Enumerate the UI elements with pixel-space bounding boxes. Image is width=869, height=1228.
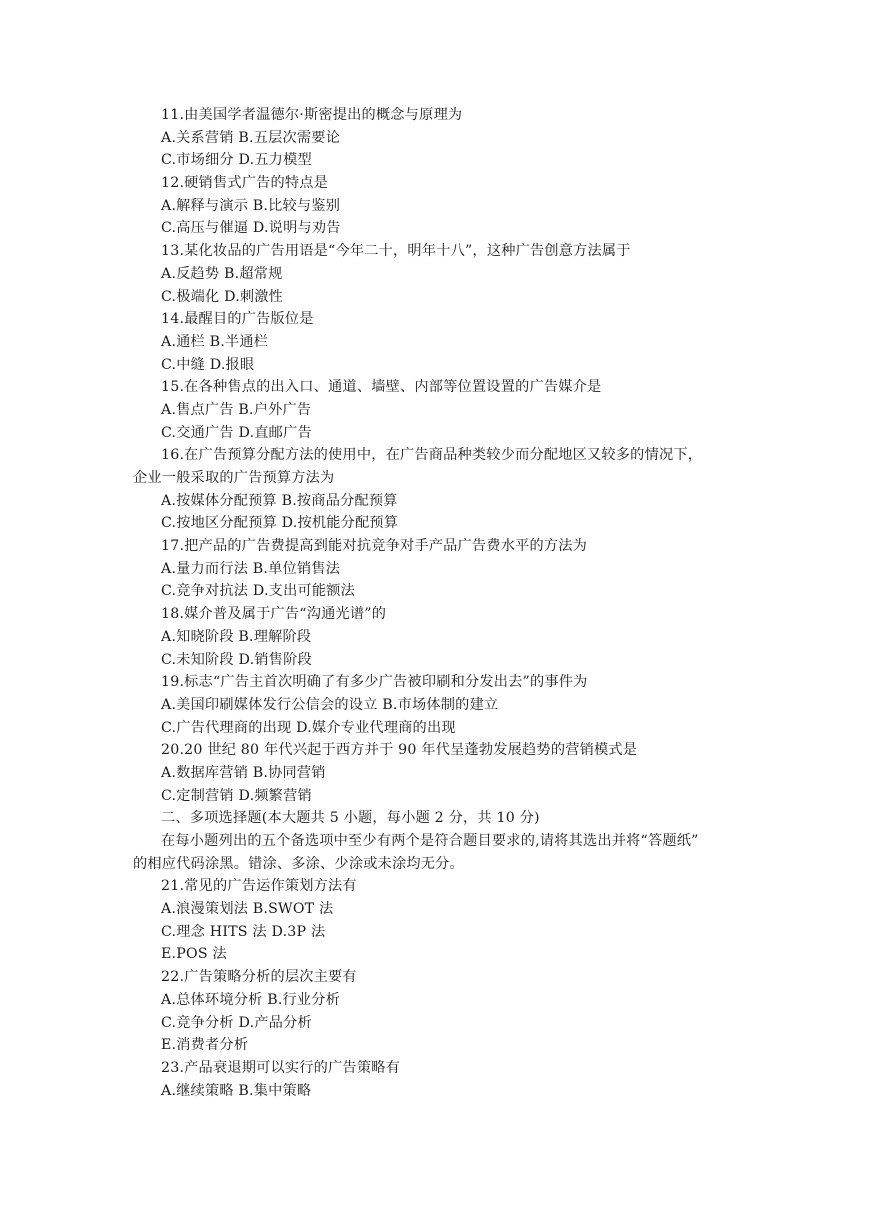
text-line: 二、多项选择题(本大题共 5 小题，每小题 2 分，共 10 分) xyxy=(161,810,540,827)
text-line: C.交通广告 D.直邮广告 xyxy=(161,424,312,441)
text-line: C.极端化 D.刺激性 xyxy=(161,288,284,305)
text-line: E.消费者分析 xyxy=(161,1037,249,1054)
text-line: 的相应代码涂黑。错涂、多涂、少涂或未涂均无分。 xyxy=(133,855,464,872)
text-line: 22.广告策略分析的层次主要有 xyxy=(161,969,357,986)
text-line: C.市场细分 D.五力模型 xyxy=(161,152,312,169)
text-line: A.总体环境分析 B.行业分析 xyxy=(161,991,341,1008)
text-line: A.关系营销 B.五层次需要论 xyxy=(161,129,341,146)
text-line: 23.产品衰退期可以实行的广告策略有 xyxy=(161,1059,400,1076)
text-line: C.定制营销 D.频繁营销 xyxy=(161,787,312,804)
text-line: C.竞争对抗法 D.支出可能额法 xyxy=(161,583,356,600)
text-line: 18.媒介普及属于广告“沟通光谱”的 xyxy=(161,606,387,623)
text-line: C.广告代理商的出现 D.媒介专业代理商的出现 xyxy=(161,719,456,736)
text-line: A.知晓阶段 B.理解阶段 xyxy=(161,628,312,645)
text-line: A.浪漫策划法 B.SWOT 法 xyxy=(161,901,334,918)
text-line: 20.20 世纪 80 年代兴起于西方并于 90 年代呈蓬勃发展趋势的营销模式是 xyxy=(161,742,638,759)
text-line: 19.标志“广告主首次明确了有多少广告被印刷和分发出去”的事件为 xyxy=(161,674,588,691)
text-line: 21.常见的广告运作策划方法有 xyxy=(161,878,357,895)
text-line: E.POS 法 xyxy=(161,946,227,963)
text-line: A.反趋势 B.超常规 xyxy=(161,265,283,282)
text-line: C.理念 HITS 法 D.3P 法 xyxy=(161,923,326,940)
text-line: 14.最醒目的广告版位是 xyxy=(161,311,314,328)
text-line: 企业一般采取的广告预算方法为 xyxy=(133,470,335,486)
text-line: A.继续策略 B.集中策略 xyxy=(161,1082,312,1099)
exam-text-body xyxy=(133,104,753,1102)
text-line: 13.某化妆品的广告用语是“今年二十，明年十八”，这种广告创意方法属于 xyxy=(161,243,631,260)
text-line: 16.在广告预算分配方法的使用中，在广告商品种类较少而分配地区又较多的情况下， xyxy=(161,447,703,464)
text-line: A.量力而行法 B.单位销售法 xyxy=(161,560,341,577)
text-line: 15.在各种售点的出入口、通道、墙壁、内部等位置设置的广告媒介是 xyxy=(161,379,602,396)
text-line: A.美国印刷媒体发行公信会的设立 B.市场体制的建立 xyxy=(161,696,499,713)
text-line: C.未知阶段 D.销售阶段 xyxy=(161,651,312,668)
text-line: A.售点广告 B.户外广告 xyxy=(161,401,312,418)
text-line: A.数据库营销 B.协同营销 xyxy=(161,764,326,781)
text-line: 在每小题列出的五个备选项中至少有两个是符合题目要求的,请将其选出并将“答题纸” xyxy=(161,833,699,849)
text-line: C.高压与催逼 D.说明与劝告 xyxy=(161,220,341,237)
text-line: 17.把产品的广告费提高到能对抗竞争对手产品广告费水平的方法为 xyxy=(161,538,588,555)
text-line: A.解释与演示 B.比较与鉴别 xyxy=(161,197,341,214)
text-line: C.竞争分析 D.产品分析 xyxy=(161,1014,312,1031)
text-line: A.通栏 B.半通栏 xyxy=(161,333,269,350)
text-line: 12.硬销售式广告的特点是 xyxy=(161,175,329,192)
text-line: C.中缝 D.报眼 xyxy=(161,356,255,373)
text-line: A.按媒体分配预算 B.按商品分配预算 xyxy=(161,492,398,509)
text-line: C.按地区分配预算 D.按机能分配预算 xyxy=(161,515,399,532)
text-line: 11.由美国学者温德尔·斯密提出的概念与原理为 xyxy=(161,107,463,123)
